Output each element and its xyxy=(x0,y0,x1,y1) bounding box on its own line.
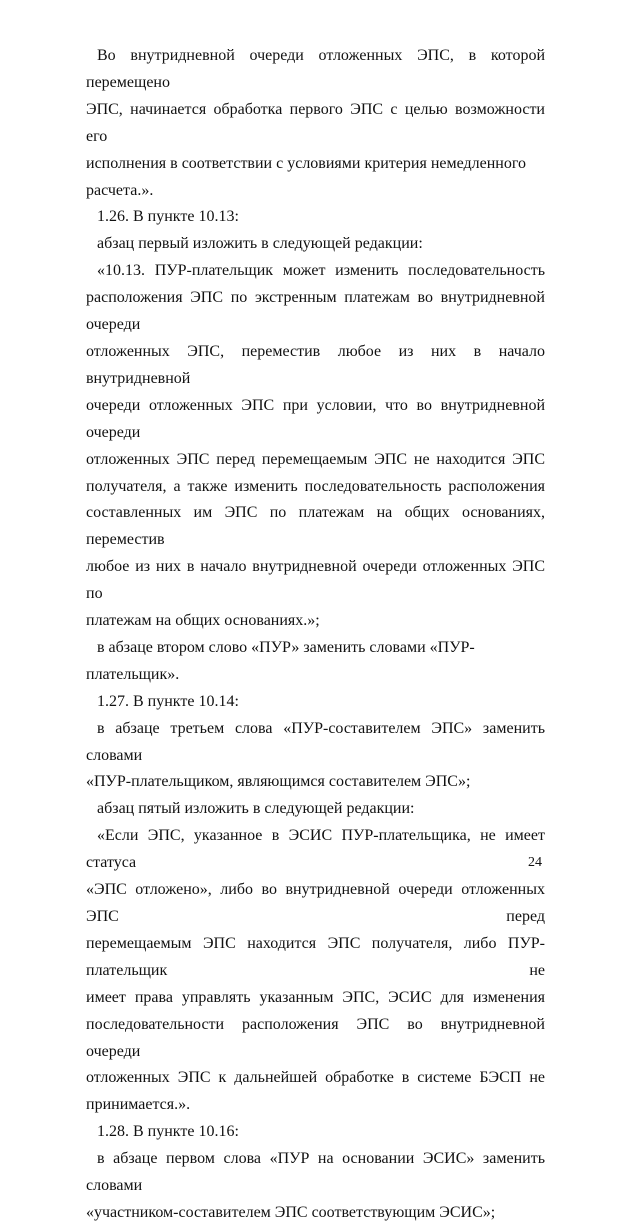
section-heading: 1.27. В пункте 10.14: xyxy=(97,692,239,710)
text-line: очереди отложенных ЭПС при условии, что во внутридневной очереди xyxy=(86,396,545,441)
text-line: исполнения в соответствии с условиями критерия немедленного расчета.». xyxy=(86,154,527,199)
text-line: «Если ЭПС, указанное в ЭСИС ПУР-плательщика, не имеет статуса xyxy=(86,827,545,872)
text-line: последовательности расположения ЭПС во внутридневной очереди xyxy=(86,1015,545,1060)
text-line: любое из них в начало внутридневной очереди отложенных ЭПС по xyxy=(86,558,545,603)
text-line: в абзаце втором слово «ПУР» заменить словами «ПУР-плательщик». xyxy=(86,638,475,683)
text-line: перемещаемым ЭПС находится ЭПС получателя, либо ПУР-плательщик не xyxy=(86,934,545,979)
text-line: «ЭПС отложено», либо во внутридневной очереди отложенных ЭПС перед xyxy=(86,881,545,925)
page-number: 24 xyxy=(528,855,542,870)
text-line: «10.13. ПУР-плательщик может изменить последовательность xyxy=(97,262,545,280)
text-line: «ПУР-плательщиком, являющимся составителем ЭПС»; xyxy=(86,773,471,791)
text-line: в абзаце третьем слова «ПУР-составителем ЭПС» заменить словами xyxy=(86,719,545,764)
document-body xyxy=(86,43,545,1227)
text-line: отложенных ЭПС, переместив любое из них в начало внутридневной xyxy=(86,342,545,387)
section-heading: 1.28. В пункте 10.16: xyxy=(97,1123,239,1141)
text-line: получателя, а также изменить последовательность расположения xyxy=(86,477,545,495)
text-line: ЭПС, начинается обработка первого ЭПС с целью возможности его xyxy=(86,100,545,145)
text-line: расположения ЭПС по экстренным платежам во внутридневной очереди xyxy=(86,289,545,334)
text-line: принимается.». xyxy=(86,1096,191,1114)
section-heading: 1.26. В пункте 10.13: xyxy=(97,208,239,226)
text-line: платежам на общих основаниях.»; xyxy=(86,612,320,630)
text-line: составленных им ЭПС по платежам на общих основаниях, переместив xyxy=(86,504,545,549)
text-line: в абзаце первом слова «ПУР на основании ЭСИС» заменить словами xyxy=(86,1150,545,1195)
text-line: имеет права управлять указанным ЭПС, ЭСИС для изменения xyxy=(86,988,545,1006)
text-line: абзац первый изложить в следующей редакции: xyxy=(97,235,423,253)
text-line: «участником-составителем ЭПС соответствующим ЭСИС»; xyxy=(86,1203,496,1221)
text-line: отложенных ЭПС к дальнейшей обработке в системе БЭСП не xyxy=(86,1069,545,1087)
text-line: Во внутридневной очереди отложенных ЭПС, в которой перемещено xyxy=(86,47,545,91)
text-line: абзац пятый изложить в следующей редакции: xyxy=(97,800,415,818)
text-line: отложенных ЭПС перед перемещаемым ЭПС не находится ЭПС xyxy=(86,450,545,468)
